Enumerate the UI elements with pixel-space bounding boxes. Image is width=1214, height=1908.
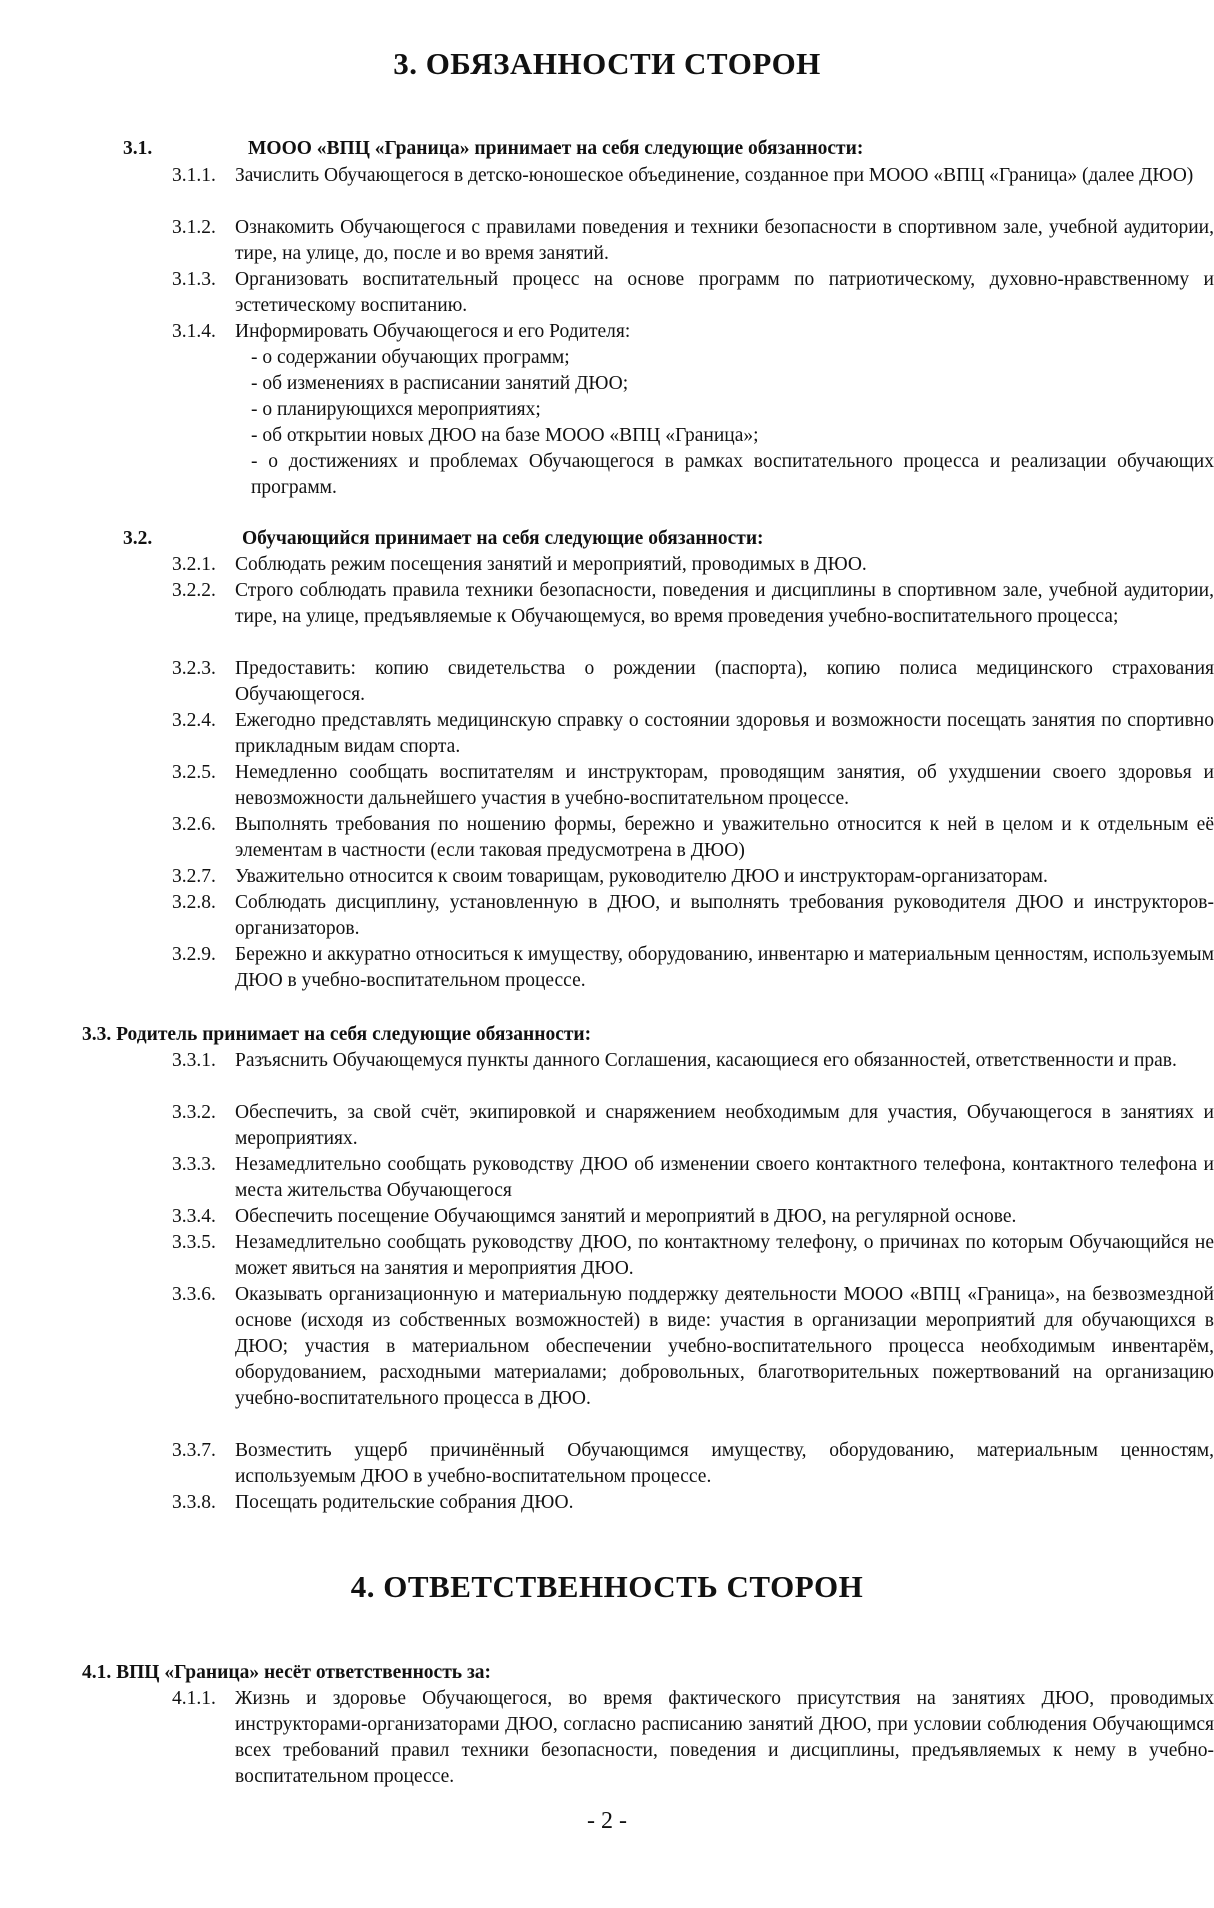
section-3-2-heading [123, 526, 764, 552]
clause-number: 3.2.8. [172, 892, 216, 913]
clause-3-2-5 [172, 760, 1214, 812]
clause-text: Соблюдать дисциплину, установленную в ДЮО, и выполнять требования руководителя ДЮО и инструкторов-организаторов. [235, 892, 1214, 939]
clause-3-2-4 [172, 708, 1214, 760]
clause-3-2-1 [172, 552, 1214, 578]
clause-text: Ознакомить Обучающегося с правилами поведения и техники безопасности в спортивном зале, учебной аудитории, тире, на улице, до, после и во время занятий. [235, 217, 1214, 264]
info-list [251, 345, 1214, 501]
clause-text: Незамедлительно сообщать руководству ДЮО, по контактному телефону, о причинах по которым Обучающийся не может явиться на занятия и мероприятия ДЮО. [235, 1232, 1214, 1279]
clause-text: Разъяснить Обучающемуся пункты данного Соглашения, касающиеся его обязанностей, ответственности и прав. [235, 1050, 1177, 1071]
clause-text: Оказывать организационную и материальную поддержку деятельности МООО «ВПЦ «Граница», на безвозмездной основе (исходя из собственных возможностей) в виде: участия в организации мероприятий для обучающихся в ДЮО; участия в материальном обеспечении учебно-воспитательного процесса необходимым инвентарём, оборудованием, расходными материалами; добровольных, благотворительных пожертвований на организацию учебно-воспитательного процесса в ДЮО. [235, 1284, 1214, 1409]
clause-number: 3.3.6. [172, 1284, 216, 1305]
clause-number: 3.1.4. [172, 321, 216, 342]
list-item: - об открытии новых ДЮО на базе МООО «ВПЦ «Граница»; [251, 425, 759, 446]
clause-3-3-7 [172, 1438, 1214, 1490]
clause-text: Выполнять требования по ношению формы, бережно и уважительно относится к ней в целом и к отдельным её элементам в частности (если таковая предусмотрена в ДЮО) [235, 814, 1214, 861]
clause-4-1-1 [172, 1686, 1214, 1790]
clause-text: Информировать Обучающегося и его Родителя: [235, 321, 631, 342]
section-3-1-text: МООО «ВПЦ «Граница» принимает на себя следующие обязанности: [248, 138, 864, 159]
clause-number: 3.2.3. [172, 658, 216, 679]
clause-number: 3.2.9. [172, 944, 216, 965]
clause-number: 3.1.2. [172, 217, 216, 238]
clause-text: Посещать родительские собрания ДЮО. [235, 1492, 574, 1513]
clause-3-3-4 [172, 1204, 1214, 1230]
clause-number: 3.2.4. [172, 710, 216, 731]
clause-text: Незамедлительно сообщать руководству ДЮО об изменении своего контактного телефона, контактного телефона и места жительства Обучающегося [235, 1154, 1214, 1201]
clause-3-3-1 [172, 1048, 1214, 1074]
section-3-1-number: 3.1. [123, 138, 153, 159]
clause-number: 3.2.7. [172, 866, 216, 887]
clause-text: Жизнь и здоровье Обучающегося, во время фактического присутствия на занятиях ДЮО, проводимых инструкторами-организаторами ДЮО, согласно расписанию занятий ДЮО, при условии соблюдения Обучающимся всех требований правил техники безопасности, поведения и дисциплины, предъявляемых к нему в учебно-воспитательном процессе. [235, 1688, 1214, 1787]
clause-3-2-7 [172, 864, 1214, 890]
section-3-2-number: 3.2. [123, 528, 153, 549]
section-3-3-heading: 3.3. Родитель принимает на себя следующие обязанности: [82, 1024, 592, 1045]
clause-3-1-1 [172, 163, 1214, 189]
clause-3-3-6 [172, 1282, 1214, 1412]
section-4-title: 4. ОТВЕТСТВЕННОСТЬ СТОРОН [350, 1569, 864, 1604]
clause-3-2-3 [172, 656, 1214, 708]
clause-text: Предоставить: копию свидетельства о рождении (паспорта), копию полиса медицинского страхования Обучающегося. [235, 658, 1214, 705]
clause-text: Обеспечить посещение Обучающимся занятий и мероприятий в ДЮО, на регулярной основе. [235, 1206, 1017, 1227]
clause-text: Обеспечить, за свой счёт, экипировкой и снаряжением необходимым для участия, Обучающегося в занятиях и мероприятиях. [235, 1102, 1214, 1149]
clause-text: Уважительно относится к своим товарищам, руководителю ДЮО и инструкторам-организаторам. [235, 866, 1048, 887]
clause-number: 3.3.2. [172, 1102, 216, 1123]
clause-3-2-2 [172, 578, 1214, 630]
list-item: - о планирующихся мероприятиях; [251, 399, 541, 420]
clause-3-1-4 [172, 319, 1214, 345]
clause-text: Строго соблюдать правила техники безопасности, поведения и дисциплины в спортивном зале, учебной аудитории, тире, на улице, предъявляемые к Обучающемуся, во время проведения учебно-воспитательного процесса; [235, 580, 1214, 627]
section-4-1-heading: 4.1. ВПЦ «Граница» несёт ответственность за: [82, 1662, 492, 1683]
list-item: - о достижениях и проблемах Обучающегося в рамках воспитательного процесса и реализации обучающих программ. [251, 451, 1214, 498]
clause-3-2-9 [172, 942, 1214, 994]
clause-3-3-8 [172, 1490, 1214, 1516]
clause-number: 3.3.5. [172, 1232, 216, 1253]
clause-3-1-3 [172, 267, 1214, 319]
clause-3-3-2 [172, 1100, 1214, 1152]
clause-text: Немедленно сообщать воспитателям и инструкторам, проводящим занятия, об ухудшении своего здоровья и невозможности дальнейшего участия в учебно-воспитательном процессе. [235, 762, 1214, 809]
clause-text: Зачислить Обучающегося в детско-юношеское объединение, созданное при МООО «ВПЦ «Граница» (далее ДЮО) [235, 165, 1194, 186]
clause-3-2-8 [172, 890, 1214, 942]
clause-number: 3.3.7. [172, 1440, 216, 1461]
clause-number: 3.2.6. [172, 814, 216, 835]
clause-number: 3.3.8. [172, 1492, 216, 1513]
clause-text: Ежегодно представлять медицинскую справку о состоянии здоровья и возможности посещать занятия по спортивно прикладным видам спорта. [235, 710, 1214, 757]
clause-text: Организовать воспитательный процесс на основе программ по патриотическому, духовно-нравственному и эстетическому воспитанию. [235, 269, 1214, 316]
clause-text: Возместить ущерб причинённый Обучающимся имуществу, оборудованию, материальным ценностям, используемым ДЮО в учебно-воспитательном процессе. [235, 1440, 1214, 1487]
section-3-1-heading [123, 136, 864, 162]
clause-3-2-6 [172, 812, 1214, 864]
list-item: - о содержании обучающих программ; [251, 347, 570, 368]
page-number: - 2 - [587, 1808, 627, 1834]
clause-number: 3.1.1. [172, 165, 216, 186]
clause-number: 3.2.5. [172, 762, 216, 783]
clause-text: Бережно и аккуратно относиться к имуществу, оборудованию, инвентарю и материальным ценностям, используемым ДЮО в учебно-воспитательном процессе. [235, 944, 1214, 991]
section-3-title: 3. ОБЯЗАННОСТИ СТОРОН [393, 46, 821, 81]
section-3-2-text: Обучающийся принимает на себя следующие обязанности: [242, 528, 764, 549]
clause-3-1-2 [172, 215, 1214, 267]
clause-3-3-5 [172, 1230, 1214, 1282]
clause-3-3-3 [172, 1152, 1214, 1204]
clause-number: 3.2.2. [172, 580, 216, 601]
clause-number: 3.3.1. [172, 1050, 216, 1071]
list-item: - об изменениях в расписании занятий ДЮО; [251, 373, 629, 394]
clause-number: 3.3.3. [172, 1154, 216, 1175]
clause-number: 3.3.4. [172, 1206, 216, 1227]
clause-number: 3.2.1. [172, 554, 216, 575]
clause-number: 4.1.1. [172, 1688, 216, 1709]
clause-text: Соблюдать режим посещения занятий и мероприятий, проводимых в ДЮО. [235, 554, 867, 575]
clause-number: 3.1.3. [172, 269, 216, 290]
